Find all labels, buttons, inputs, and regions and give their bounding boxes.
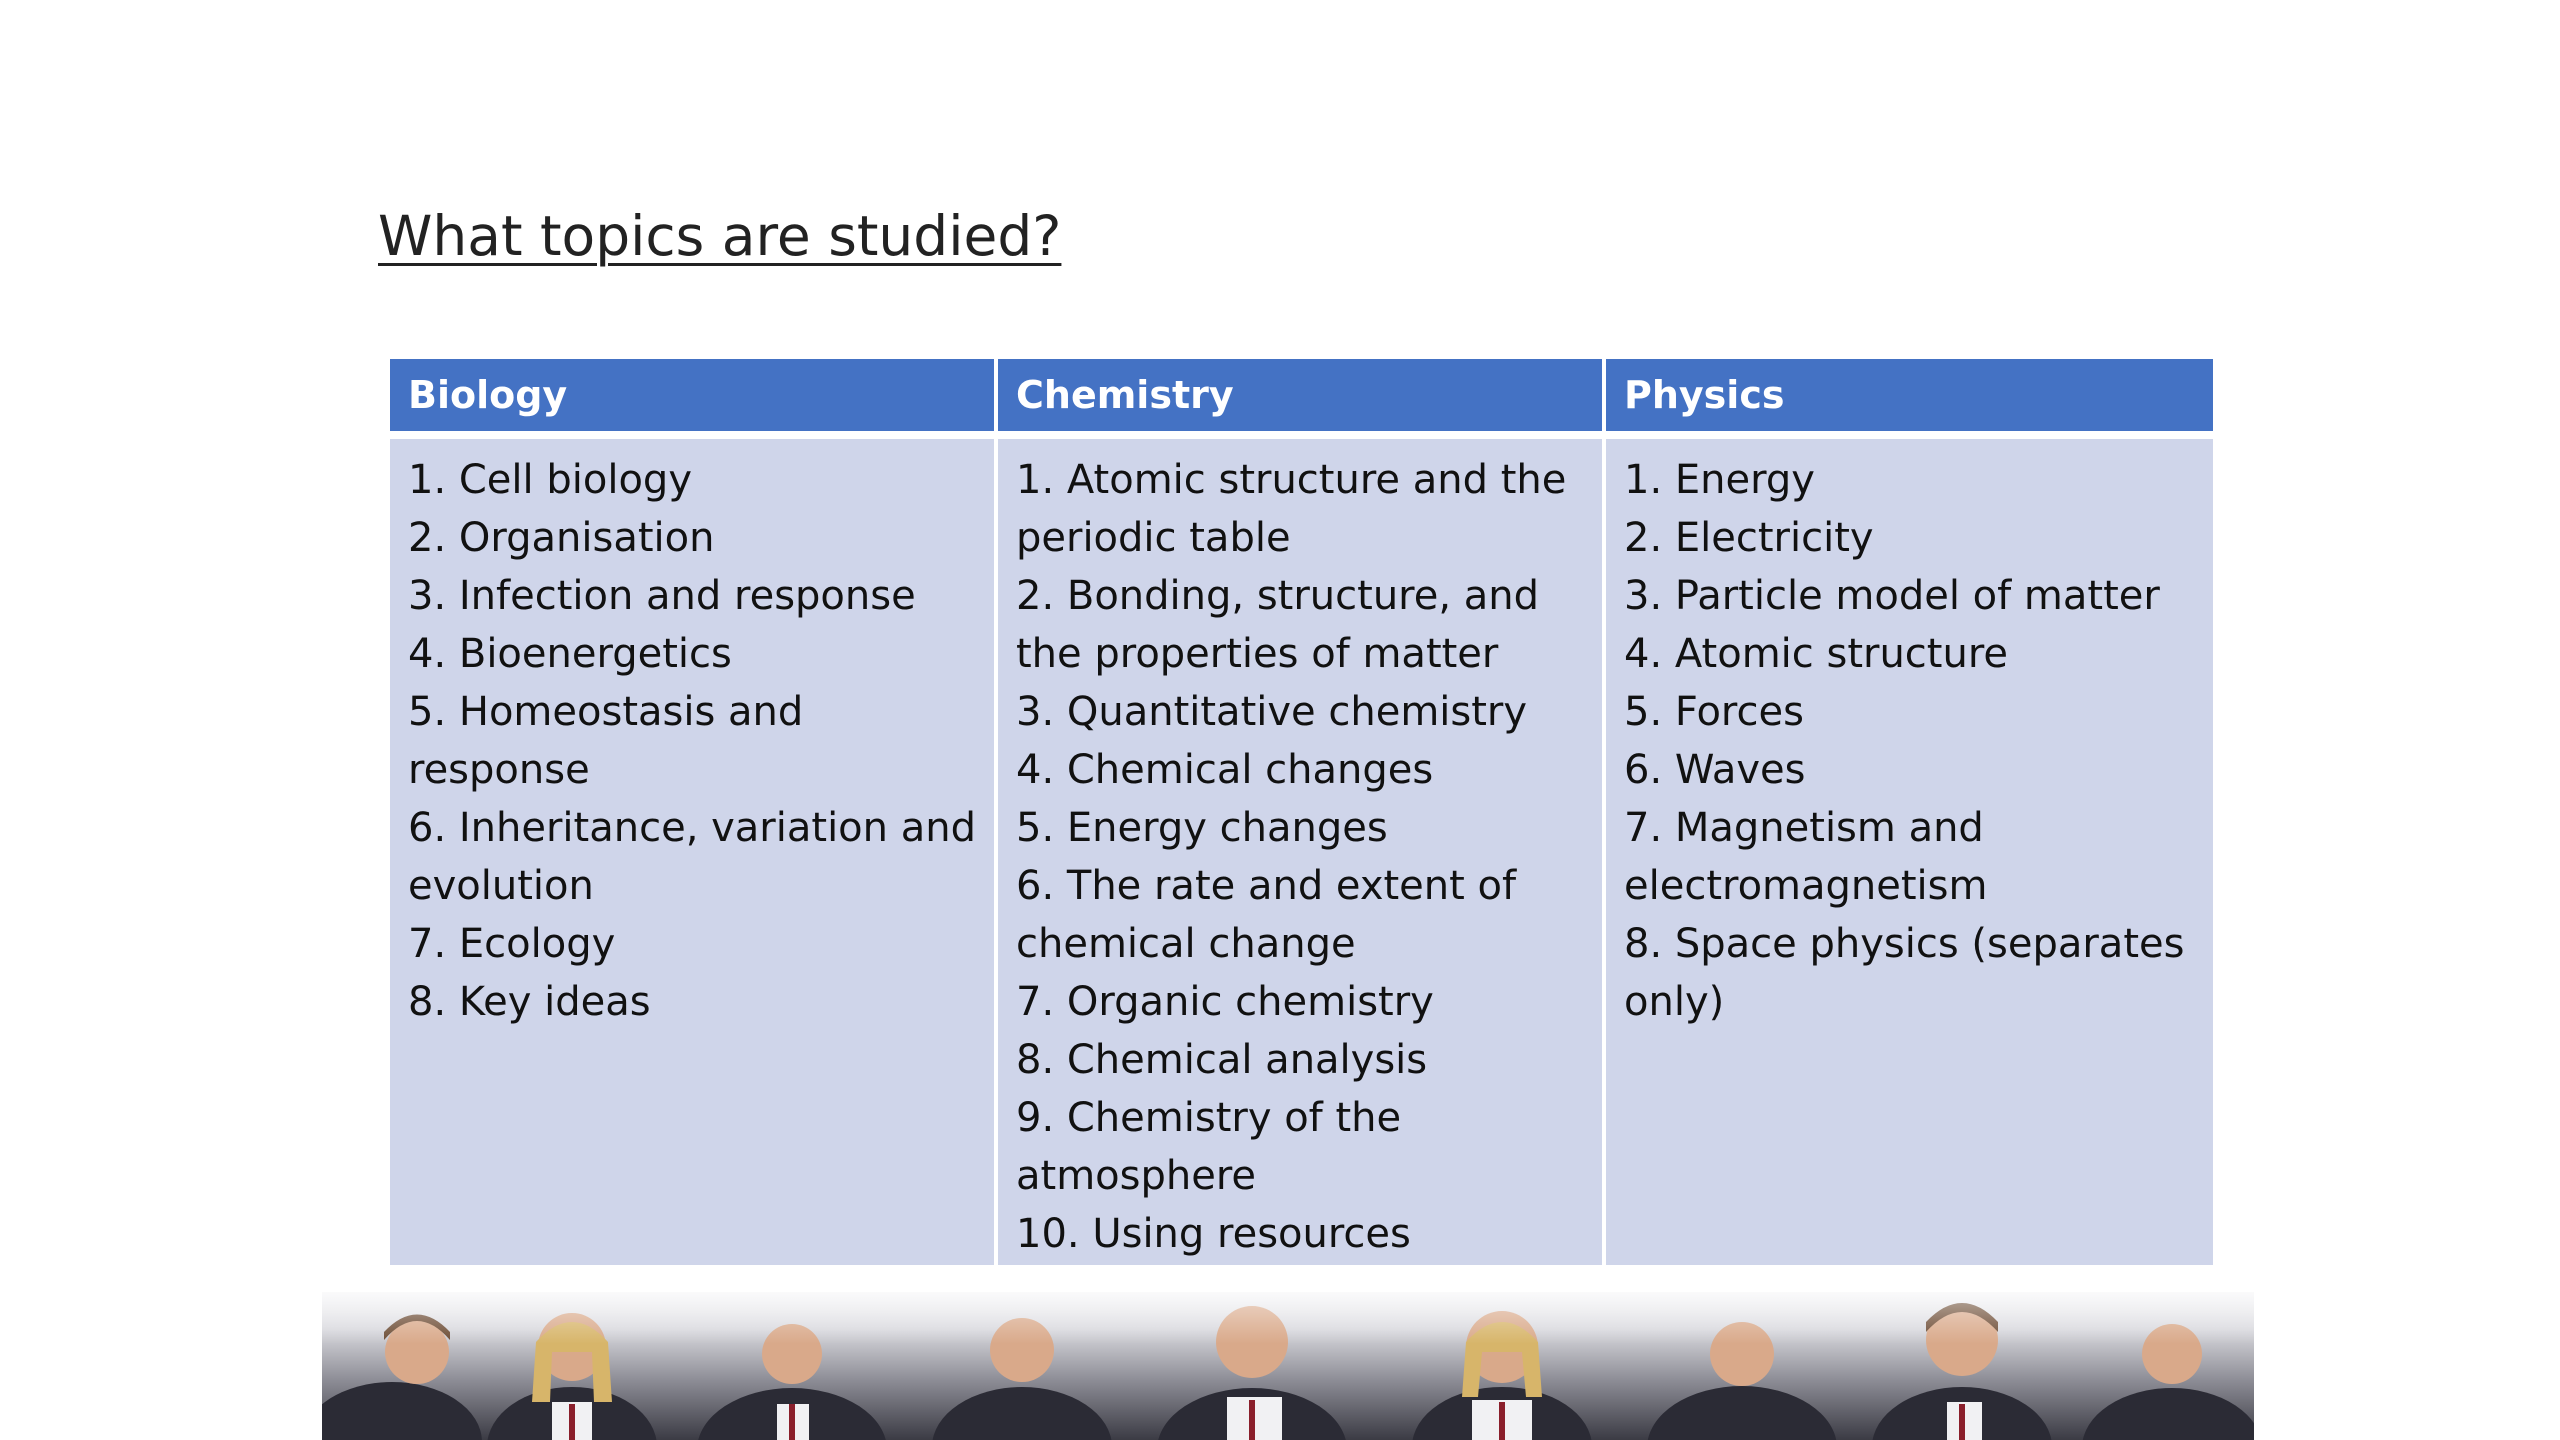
list-item: 3. Quantitative chemistry [1016,689,1528,735]
list-item: 1. Cell biology [408,457,692,503]
list-item: 7. Ecology [408,921,616,967]
list-item: 4. Bioenergetics [408,631,732,677]
slide-title: What topics are studied? [378,204,1062,268]
list-item: 6. Waves [1624,747,1806,793]
header-physics: Physics [1606,359,2213,431]
list-item: 3. Particle model of matter [1624,573,2160,619]
list-item: 7. Organic chemistry [1016,979,1434,1025]
header-chemistry: Chemistry [998,359,1602,431]
topics-table [390,359,2213,1265]
list-item: 5. Forces [1624,689,1804,735]
students-photo-icon [322,1292,2254,1440]
list-item: 8. Space physics (separates only) [1624,921,2185,1025]
list-item: 3. Infection and response [408,573,916,619]
list-item: 5. Energy changes [1016,805,1388,851]
list-item: 5. Homeostasis and response [408,689,804,793]
list-item: 9. Chemistry of the atmosphere [1016,1095,1402,1199]
list-item: 4. Chemical changes [1016,747,1434,793]
list-item: 6. Inheritance, variation and evolution [408,805,976,909]
list-item: 2. Bonding, structure, and the properties of matter [1016,573,1540,677]
list-item: 1. Energy [1624,457,1815,503]
list-item: 7. Magnetism and electromagnetism [1624,805,1988,909]
list-item: 8. Key ideas [408,979,651,1025]
list-item: 2. Electricity [1624,515,1874,561]
list-item: 1. Atomic structure and the periodic table [1016,457,1567,561]
students-photo-banner [322,1292,2254,1440]
list-item: 4. Atomic structure [1624,631,2009,677]
chemistry-topics [998,439,1602,1265]
list-item: 8. Chemical analysis [1016,1037,1428,1083]
list-item: 10. Using resources [1016,1211,1411,1257]
list-item: 2. Organisation [408,515,715,561]
physics-topics [1606,439,2213,1265]
list-item: 6. The rate and extent of chemical change [1016,863,1517,967]
biology-topics [390,439,994,1265]
header-biology: Biology [390,359,994,431]
